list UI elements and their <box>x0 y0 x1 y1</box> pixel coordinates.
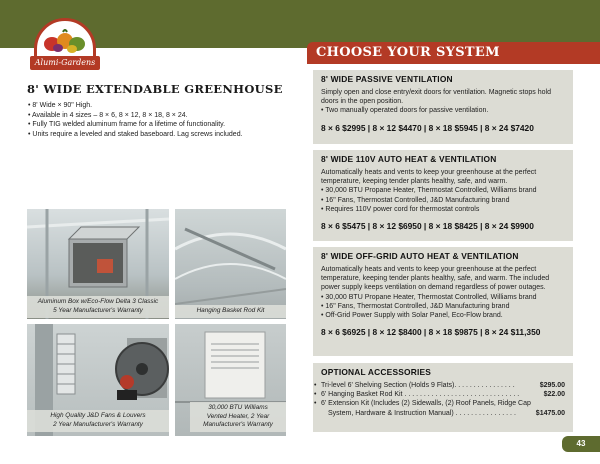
photo-caption <box>190 402 286 432</box>
accessory-label: • 6' Hanging Basket Rod Kit . . . . . . . . . . . . . . . . . . . . . . . . . . . . . . <box>321 391 520 399</box>
bullet-item: • Requires 110V power cord for thermostat controls <box>321 205 565 214</box>
caption-line: 2 Year Manufacturer's Warranty <box>53 420 143 428</box>
accessories-title: OPTIONAL ACCESSORIES <box>321 367 432 377</box>
system-prices: 8 × 6 $2995 | 8 × 12 $4470 | 8 × 18 $5945 | 8 × 24 $7420 <box>321 122 534 133</box>
caption-line: Vented Heater, 2 Year <box>206 412 270 420</box>
system-description: Simply open and close entry/exit doors for ventilation. Magnetic stops hold doors in the open position. <box>321 89 551 106</box>
photo-caption <box>27 296 169 318</box>
caption-line: High Quality J&D Fans & Louvers <box>50 412 146 419</box>
page-number: 43 <box>562 436 600 452</box>
accessory-price: $22.00 <box>543 391 565 399</box>
system-box-offgrid <box>313 247 573 356</box>
bullet-item: • 30,000 BTU Propane Heater, Thermostat Controlled, Williams brand <box>321 186 565 195</box>
bullet-item: • Off-Grid Power Supply with Solar Panel, Eco-Flow brand. <box>321 311 565 320</box>
accessories-box <box>313 363 573 432</box>
accessory-label: • Tri-level 6' Shelving Section (Holds 9 Flats). . . . . . . . . . . . . . . . <box>321 382 515 389</box>
system-title: 8' WIDE 110V AUTO HEAT & VENTILATION <box>321 154 497 164</box>
system-title: 8' WIDE OFF-GRID AUTO HEAT & VENTILATION <box>321 251 519 261</box>
bullet-item: • Two manually operated doors for passive ventilation. <box>321 106 565 115</box>
caption-line: 30,000 BTU Williams <box>208 404 268 411</box>
rod-kit-illustration <box>175 209 286 319</box>
vegetables-icon <box>42 28 88 54</box>
system-prices: 8 × 6 $5475 | 8 × 12 $6950 | 8 × 18 $8425 | 8 × 24 $9900 <box>321 221 534 232</box>
system-description: Automatically heats and vents to keep your greenhouse at the perfect temperature, keeping tender plants healthy, safe, and warm. The included power supply keeps ventilation on demand regardless of power outages. <box>321 266 550 292</box>
caption-line: 5 Year Manufacturer's Warranty <box>53 306 143 314</box>
accessory-label: • 6' Extension Kit (Includes (2) Sidewalls, (2) Roof Panels, Ridge Cap System, Hardware & Instruction Manual) . . . . . . . . . . . . . . . . <box>321 400 531 417</box>
alumi-gardens-logo <box>30 14 100 76</box>
accessories-list <box>321 381 565 418</box>
feature-list <box>28 101 298 139</box>
system-bullets <box>321 186 565 214</box>
caption-line: Aluminum Box w/Eco-Flow Delta 3 Classic <box>37 298 159 305</box>
photo-caption <box>27 410 169 432</box>
system-description: Automatically heats and vents to keep your greenhouse at the perfect temperature, keeping tender plants healthy, safe, and warm. <box>321 169 537 186</box>
system-title: 8' WIDE PASSIVE VENTILATION <box>321 74 453 84</box>
feature-item: • Units require a leveled and staked baseboard. Lag screws included. <box>28 130 298 140</box>
section-tab: CHOOSE YOUR SYSTEM <box>307 42 600 64</box>
system-box-110v <box>313 150 573 241</box>
system-bullets <box>321 293 565 321</box>
feature-item: • 8' Wide × 90" High. <box>28 101 298 111</box>
caption-line: Manufacturer's Warranty <box>203 421 273 429</box>
product-title: 8' WIDE EXTENDABLE GREENHOUSE <box>27 82 283 96</box>
hanging-basket-rod-photo <box>175 209 286 319</box>
logo-banner: Alumi-Gardens <box>30 56 100 70</box>
feature-item: • Fully TIG welded aluminum frame for a lifetime of functionality. <box>28 120 298 130</box>
photo-caption <box>175 305 286 318</box>
accessory-price: $295.00 <box>539 382 565 389</box>
bullet-item: • 16" Fans, Thermostat Controlled, J&D Manufacturing brand <box>321 302 565 311</box>
bullet-item: • 30,000 BTU Propane Heater, Thermostat Controlled, Williams brand <box>321 293 565 302</box>
system-bullets <box>321 106 565 115</box>
caption-line: Hanging Basket Rod Kit <box>196 307 265 314</box>
accessory-item <box>321 381 565 390</box>
system-prices: 8 × 6 $6925 | 8 × 12 $8400 | 8 × 18 $9875 | 8 × 24 $11,350 <box>321 327 541 338</box>
bullet-item: • 16" Fans, Thermostat Controlled, J&D Manufacturing brand <box>321 196 565 205</box>
accessory-item <box>321 399 565 417</box>
feature-item: • Available in 4 sizes – 8 × 6, 8 × 12, 8 × 18, 8 × 24. <box>28 111 298 121</box>
accessory-item <box>321 390 565 399</box>
accessory-price: $1475.00 <box>535 409 565 417</box>
system-box-passive <box>313 70 573 144</box>
